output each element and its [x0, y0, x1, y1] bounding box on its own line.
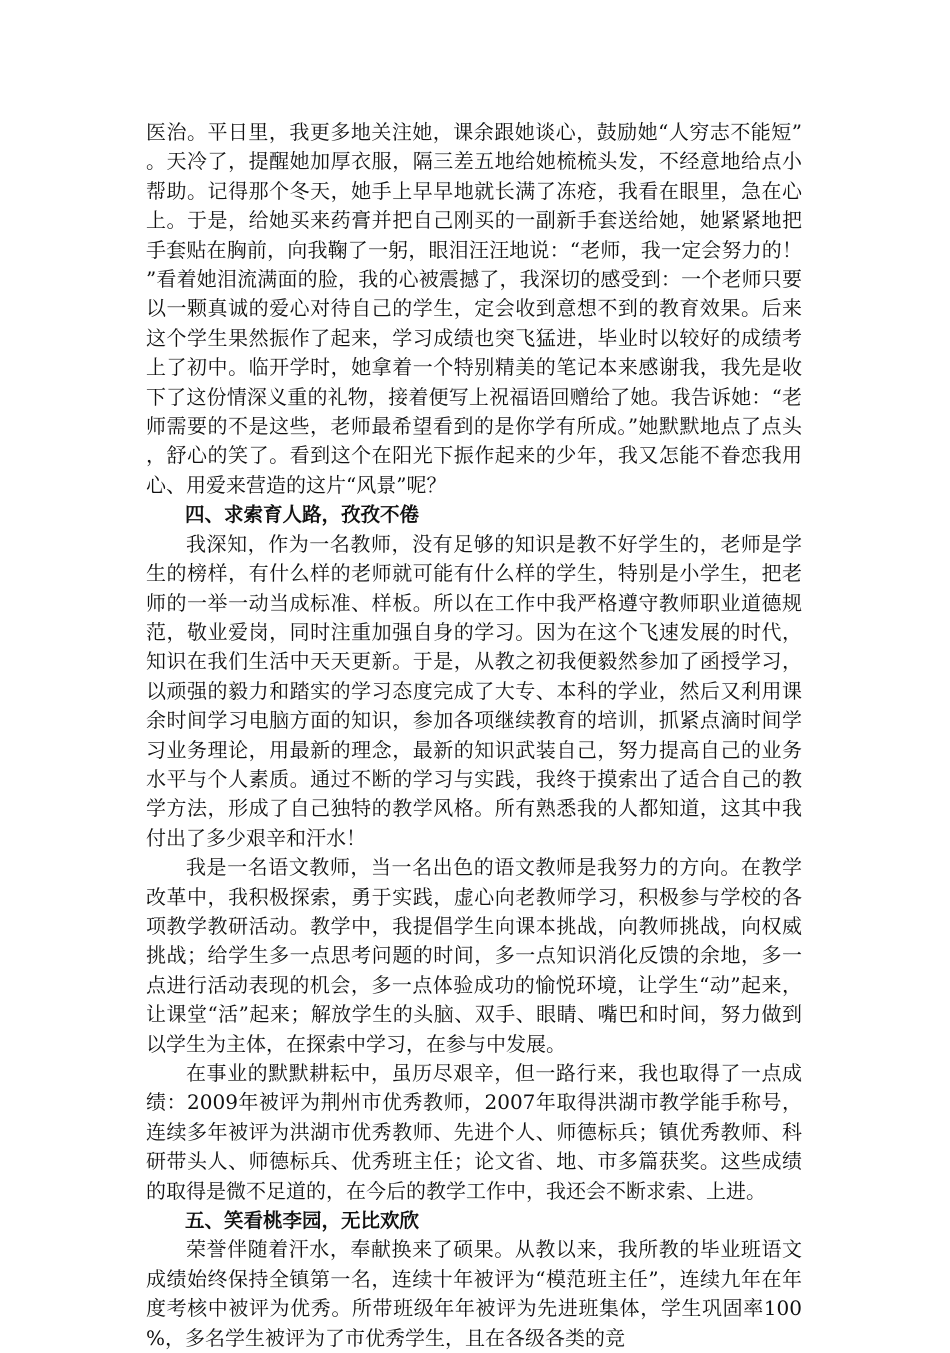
- paragraph-4-3: 在事业的默默耕耘中，虽历尽艰辛，但一路行来，我也取得了一点成绩：2009年被评为荆州市优秀教师，2007年取得洪湖市教学能手称号，连续多年被评为洪湖市优秀教师、先进个人、师德标兵；镇优秀教师、科研带头人、师德标兵、优秀班主任；论文省、地、市多篇获奖。这些成绩的取得是微不足道的，在今后的教学工作中，我还会不断求索、上进。: [146, 1061, 802, 1203]
- paragraph-4-2: 我是一名语文教师，当一名出色的语文教师是我努力的方向。在教学改革中，我积极探索，勇于实践，虚心向老教师学习，积极参与学校的各项教学教研活动。教学中，我提倡学生向课本挑战，向教师挑战，向权威挑战；给学生多一点思考问题的时间，多一点知识消化反馈的余地，多一点进行活动表现的机会，多一点体验成功的愉悦环境，让学生“动”起来，让课堂“活”起来；解放学生的头脑、双手、眼睛、嘴巴和时间，努力做到以学生为主体，在探索中学习，在参与中发展。: [146, 855, 802, 1056]
- paragraph-5-1: 荣誉伴随着汗水，奉献换来了硕果。从教以来，我所教的毕业班语文成绩始终保持全镇第一名，连续十年被评为“模范班主任”，连续九年在年度考核中被评为优秀。所带班级年年被评为先进班集体，学生巩固率100%，多名学生被评为了市优秀学生，且在各级各类的竞: [146, 1237, 802, 1350]
- paragraph-continuation: 医治。平日里，我更多地关注她，课余跟她谈心，鼓励她“人穷志不能短”。天冷了，提醒她加厚衣服，隔三差五地给她梳梳头发，不经意地给点小帮助。记得那个冬天，她手上早早地就长满了冻疮，我看在眼里，急在心上。于是，给她买来药膏并把自己刚买的一副新手套送给她，她紧紧地把手套贴在胸前，向我鞠了一躬，眼泪汪汪地说：“老师，我一定会努力的！”看着她泪流满面的脸，我的心被震撼了，我深切的感受到：一个老师只要以一颗真诚的爱心对待自己的学生，定会收到意想不到的教育效果。后来这个学生果然振作了起来，学习成绩也突飞猛进，毕业时以较好的成绩考上了初中。临开学时，她拿着一个特别精美的笔记本来感谢我，我先是收下了这份情深义重的礼物，接着便写上祝福语回赠给了她。我告诉她：“老师需要的不是这些，老师最希望看到的是你学有所成。”她默默地点了点头，舒心的笑了。看到这个在阳光下振作起来的少年，我又怎能不眷恋我用心、用爱来营造的这片“风景”呢？: [146, 120, 802, 497]
- section-heading-5: 五、笑看桃李园，无比欢欣: [185, 1209, 420, 1233]
- paragraph-4-1: 我深知，作为一名教师，没有足够的知识是教不好学生的，老师是学生的榜样，有什么样的老师就可能有什么样的学生，特别是小学生，把老师的一举一动当成标准、样板。所以在工作中我严格遵守教师职业道德规范，敬业爱岗，同时注重加强自身的学习。因为在这个飞速发展的时代，知识在我们生活中天天更新。于是，从教之初我便毅然参加了函授学习，以顽强的毅力和踏实的学习态度完成了大专、本科的学业，然后又利用课余时间学习电脑方面的知识，参加各项继续教育的培训，抓紧点滴时间学习业务理论，用最新的理念，最新的知识武装自己，努力提高自己的业务水平与个人素质。通过不断的学习与实践，我终于摸索出了适合自己的教学方法，形成了自己独特的教学风格。所有熟悉我的人都知道，这其中我付出了多少艰辛和汗水！: [146, 531, 802, 850]
- section-heading-4: 四、求索育人路，孜孜不倦: [185, 503, 420, 527]
- document-page: [146, 118, 802, 1353]
